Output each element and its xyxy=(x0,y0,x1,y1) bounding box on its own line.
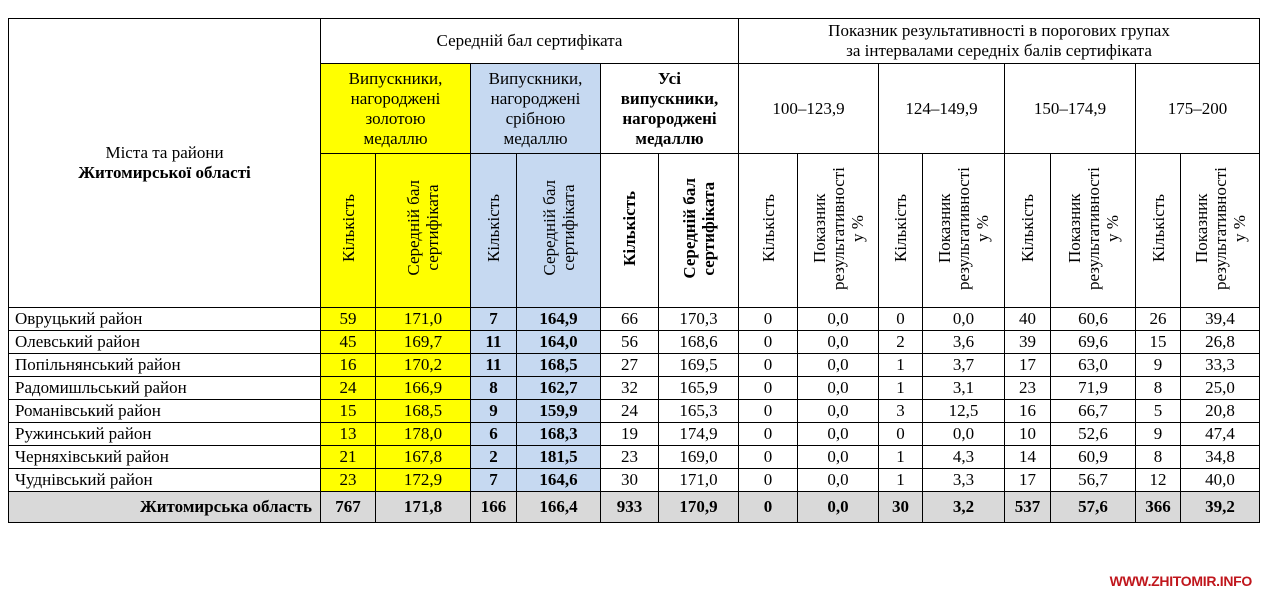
header-gold-avg xyxy=(376,154,471,308)
cell-r3-p: 60,9 xyxy=(1051,446,1136,469)
cell-all-n: 56 xyxy=(601,331,659,354)
cell-silver-n: 7 xyxy=(471,469,517,492)
cell-gold-avg: 166,9 xyxy=(376,377,471,400)
cell-r4-p: 39,4 xyxy=(1181,308,1260,331)
cell-r2-n: 2 xyxy=(879,331,923,354)
cell-r2-p: 3,7 xyxy=(923,354,1005,377)
cell-r4-n: 5 xyxy=(1136,400,1181,423)
cell-all-avg: 174,9 xyxy=(659,423,739,446)
table-row xyxy=(9,469,1260,492)
header-silver-medal: Випускники, нагороджені срібною медаллю xyxy=(471,64,601,154)
header-label-line: Кількість xyxy=(338,193,358,262)
corner-line2: Житомирської області xyxy=(78,163,251,182)
cell-r2-p: 3,3 xyxy=(923,469,1005,492)
cell-gold-n: 16 xyxy=(321,354,376,377)
cell-r1-p: 0,0 xyxy=(798,492,879,523)
cell-all-n: 24 xyxy=(601,400,659,423)
header-avg-certificate-score: Середній бал сертифіката xyxy=(321,19,739,64)
header-label-line: сертифіката xyxy=(558,184,578,272)
district-name: Овруцький район xyxy=(9,308,321,331)
cell-r1-p: 0,0 xyxy=(798,354,879,377)
cell-r2-n: 1 xyxy=(879,446,923,469)
cell-r2-n: 3 xyxy=(879,400,923,423)
cell-r2-p: 3,6 xyxy=(923,331,1005,354)
cell-r1-p: 0,0 xyxy=(798,400,879,423)
header-r3-count-label xyxy=(1018,194,1037,262)
table-row xyxy=(9,354,1260,377)
header-label-line: Кількість xyxy=(758,193,778,262)
cell-r2-p: 4,3 xyxy=(923,446,1005,469)
cell-all-avg: 171,0 xyxy=(659,469,739,492)
district-name: Романівський район xyxy=(9,400,321,423)
table-row xyxy=(9,446,1260,469)
cell-all-avg: 170,3 xyxy=(659,308,739,331)
cell-r4-p: 47,4 xyxy=(1181,423,1260,446)
cell-r3-n: 39 xyxy=(1005,331,1051,354)
cell-r3-n: 17 xyxy=(1005,354,1051,377)
header-all-avg xyxy=(659,154,739,308)
cell-all-n: 32 xyxy=(601,377,659,400)
cell-all-n: 66 xyxy=(601,308,659,331)
cell-all-n: 27 xyxy=(601,354,659,377)
all-line4: медаллю xyxy=(635,128,704,148)
cell-r1-p: 0,0 xyxy=(798,308,879,331)
header-all-medal xyxy=(601,64,739,154)
cell-gold-n: 13 xyxy=(321,423,376,446)
table-row xyxy=(9,331,1260,354)
header-label-line: Середній бал xyxy=(539,180,559,276)
cell-r2-p: 0,0 xyxy=(923,308,1005,331)
cell-r4-n: 366 xyxy=(1136,492,1181,523)
header-range-2: 124–149,9 xyxy=(879,64,1005,154)
header-r4-count-label xyxy=(1149,194,1168,262)
header-label-line: Показник xyxy=(809,193,829,263)
header-r1-perf-label xyxy=(810,167,867,290)
cell-silver-n: 7 xyxy=(471,308,517,331)
header-label-line: сертифіката xyxy=(698,181,718,275)
header-range-1: 100–123,9 xyxy=(739,64,879,154)
cell-r1-p: 0,0 xyxy=(798,331,879,354)
header-gold-count-label xyxy=(339,194,358,262)
cell-r1-n: 0 xyxy=(739,354,798,377)
cell-all-avg: 165,3 xyxy=(659,400,739,423)
cell-r4-n: 8 xyxy=(1136,377,1181,400)
cell-r4-p: 20,8 xyxy=(1181,400,1260,423)
header-label-line: Показник xyxy=(1191,193,1211,263)
cell-r1-n: 0 xyxy=(739,400,798,423)
cell-r2-n: 1 xyxy=(879,354,923,377)
header-cities-districts xyxy=(9,19,321,308)
cell-r4-p: 40,0 xyxy=(1181,469,1260,492)
cell-gold-avg: 167,8 xyxy=(376,446,471,469)
cell-r2-n: 1 xyxy=(879,377,923,400)
header-gold-medal: Випускники, нагороджені золотою медаллю xyxy=(321,64,471,154)
cell-r2-n: 30 xyxy=(879,492,923,523)
header-all-avg-label xyxy=(680,178,718,279)
district-name: Житомирська область xyxy=(9,492,321,523)
header-r2-perf xyxy=(923,154,1005,308)
header-label-line: Показник xyxy=(935,193,954,263)
header-label-line: Середній бал xyxy=(679,177,699,279)
cell-r1-n: 0 xyxy=(739,469,798,492)
header-label-line: результативності xyxy=(954,166,973,290)
cell-gold-avg: 171,8 xyxy=(376,492,471,523)
cell-r1-p: 0,0 xyxy=(798,423,879,446)
cell-silver-n: 11 xyxy=(471,331,517,354)
cell-r1-p: 0,0 xyxy=(798,446,879,469)
cell-r3-n: 14 xyxy=(1005,446,1051,469)
cell-silver-avg: 162,7 xyxy=(517,377,601,400)
table-row xyxy=(9,400,1260,423)
district-name: Черняхівський район xyxy=(9,446,321,469)
cell-gold-avg: 169,7 xyxy=(376,331,471,354)
cell-gold-avg: 168,5 xyxy=(376,400,471,423)
corner-line1: Міста та райони xyxy=(105,143,224,162)
cell-silver-avg: 164,6 xyxy=(517,469,601,492)
header-r4-count xyxy=(1136,154,1181,308)
cell-all-n: 933 xyxy=(601,492,659,523)
cell-gold-n: 23 xyxy=(321,469,376,492)
header-r2-count-label xyxy=(891,194,910,262)
cell-r2-n: 0 xyxy=(879,423,923,446)
watermark-logo: WWW.ZHITOMIR.INFO xyxy=(1109,573,1252,589)
table-row xyxy=(9,308,1260,331)
header-label-line: у % xyxy=(847,214,867,242)
cell-gold-n: 767 xyxy=(321,492,376,523)
header-label-line: результативності xyxy=(1083,166,1103,290)
cell-gold-n: 21 xyxy=(321,446,376,469)
threshold-line1: Показник результативності в порогових групах xyxy=(828,21,1170,40)
cell-r3-p: 71,9 xyxy=(1051,377,1136,400)
cell-r1-n: 0 xyxy=(739,331,798,354)
cell-r2-n: 0 xyxy=(879,308,923,331)
cell-r4-n: 9 xyxy=(1136,354,1181,377)
cell-r4-p: 26,8 xyxy=(1181,331,1260,354)
cell-r2-n: 1 xyxy=(879,469,923,492)
header-threshold-groups xyxy=(739,19,1260,64)
header-label-line: результативності xyxy=(828,166,848,290)
header-gold-count xyxy=(321,154,376,308)
header-r3-perf xyxy=(1051,154,1136,308)
cell-gold-n: 15 xyxy=(321,400,376,423)
cell-gold-avg: 178,0 xyxy=(376,423,471,446)
header-r1-perf xyxy=(798,154,879,308)
all-line1: Усі xyxy=(658,68,681,88)
header-label-line: Кількість xyxy=(1018,193,1037,262)
total-row xyxy=(9,492,1260,523)
cell-r4-p: 25,0 xyxy=(1181,377,1260,400)
header-r1-count xyxy=(739,154,798,308)
cell-gold-avg: 170,2 xyxy=(376,354,471,377)
cell-all-n: 19 xyxy=(601,423,659,446)
table-row xyxy=(9,423,1260,446)
cell-r3-p: 63,0 xyxy=(1051,354,1136,377)
cell-silver-n: 6 xyxy=(471,423,517,446)
header-label-line: у % xyxy=(1229,214,1249,242)
table-row xyxy=(9,377,1260,400)
cell-silver-n: 8 xyxy=(471,377,517,400)
cell-silver-avg: 168,3 xyxy=(517,423,601,446)
cell-silver-avg: 166,4 xyxy=(517,492,601,523)
header-silver-count-label xyxy=(484,194,503,262)
header-r1-count-label xyxy=(759,194,778,262)
cell-r1-p: 0,0 xyxy=(798,469,879,492)
cell-silver-avg: 181,5 xyxy=(517,446,601,469)
cell-gold-n: 59 xyxy=(321,308,376,331)
cell-r3-p: 69,6 xyxy=(1051,331,1136,354)
cell-gold-n: 24 xyxy=(321,377,376,400)
cell-silver-avg: 168,5 xyxy=(517,354,601,377)
header-all-count xyxy=(601,154,659,308)
header-r3-perf-label xyxy=(1065,167,1122,290)
header-r4-perf-label xyxy=(1192,167,1249,290)
cell-r4-p: 34,8 xyxy=(1181,446,1260,469)
header-r2-perf-label xyxy=(935,167,992,290)
cell-r3-p: 52,6 xyxy=(1051,423,1136,446)
cell-r4-p: 39,2 xyxy=(1181,492,1260,523)
cell-all-avg: 169,0 xyxy=(659,446,739,469)
header-label-line: сертифіката xyxy=(423,184,442,272)
threshold-line2: за інтервалами середніх балів сертифіката xyxy=(846,41,1152,60)
header-label-line: Кількість xyxy=(891,193,910,262)
cell-r3-n: 537 xyxy=(1005,492,1051,523)
cell-gold-avg: 172,9 xyxy=(376,469,471,492)
cell-r2-p: 3,1 xyxy=(923,377,1005,400)
cell-r1-n: 0 xyxy=(739,492,798,523)
header-r4-perf xyxy=(1181,154,1260,308)
cell-r2-p: 3,2 xyxy=(923,492,1005,523)
cell-r1-p: 0,0 xyxy=(798,377,879,400)
header-range-3: 150–174,9 xyxy=(1005,64,1136,154)
cell-silver-n: 2 xyxy=(471,446,517,469)
cell-silver-avg: 164,9 xyxy=(517,308,601,331)
cell-r2-p: 0,0 xyxy=(923,423,1005,446)
cell-r4-n: 9 xyxy=(1136,423,1181,446)
cell-r1-n: 0 xyxy=(739,377,798,400)
cell-r4-n: 12 xyxy=(1136,469,1181,492)
cell-r3-p: 56,7 xyxy=(1051,469,1136,492)
cell-r3-p: 57,6 xyxy=(1051,492,1136,523)
header-label-line: Показник xyxy=(1064,193,1084,263)
cell-r3-n: 16 xyxy=(1005,400,1051,423)
cell-r3-n: 23 xyxy=(1005,377,1051,400)
cell-r4-p: 33,3 xyxy=(1181,354,1260,377)
cell-all-avg: 168,6 xyxy=(659,331,739,354)
cell-r3-p: 60,6 xyxy=(1051,308,1136,331)
header-r3-count xyxy=(1005,154,1051,308)
cell-r3-p: 66,7 xyxy=(1051,400,1136,423)
cell-r1-n: 0 xyxy=(739,446,798,469)
header-r2-count xyxy=(879,154,923,308)
cell-r4-n: 15 xyxy=(1136,331,1181,354)
cell-silver-n: 11 xyxy=(471,354,517,377)
district-name: Олевський район xyxy=(9,331,321,354)
all-line3: нагороджені xyxy=(622,108,717,128)
cell-all-n: 23 xyxy=(601,446,659,469)
header-all-count-label xyxy=(620,191,639,266)
cell-r3-n: 17 xyxy=(1005,469,1051,492)
header-label-line: Кількість xyxy=(484,193,503,262)
cell-all-n: 30 xyxy=(601,469,659,492)
cell-r1-n: 0 xyxy=(739,308,798,331)
cell-r3-n: 40 xyxy=(1005,308,1051,331)
cell-silver-avg: 159,9 xyxy=(517,400,601,423)
results-table xyxy=(8,18,1260,523)
header-range-4: 175–200 xyxy=(1136,64,1260,154)
header-label-line: Кількість xyxy=(620,190,639,266)
header-silver-count xyxy=(471,154,517,308)
district-name: Чуднівський район xyxy=(9,469,321,492)
cell-r3-n: 10 xyxy=(1005,423,1051,446)
header-gold-avg-label xyxy=(404,180,442,276)
district-name: Ружинський район xyxy=(9,423,321,446)
cell-r2-p: 12,5 xyxy=(923,400,1005,423)
district-name: Радомишльський район xyxy=(9,377,321,400)
all-line2: випускники, xyxy=(620,88,719,108)
header-label-line: Кількість xyxy=(1148,193,1168,262)
cell-silver-n: 9 xyxy=(471,400,517,423)
cell-all-avg: 169,5 xyxy=(659,354,739,377)
cell-gold-avg: 171,0 xyxy=(376,308,471,331)
header-label-line: Середній бал xyxy=(404,180,423,276)
cell-r1-n: 0 xyxy=(739,423,798,446)
header-label-line: результативності xyxy=(1210,166,1230,290)
header-label-line: у % xyxy=(973,214,992,242)
cell-all-avg: 170,9 xyxy=(659,492,739,523)
cell-r4-n: 8 xyxy=(1136,446,1181,469)
header-silver-avg-label xyxy=(540,180,578,276)
header-silver-avg xyxy=(517,154,601,308)
cell-silver-avg: 164,0 xyxy=(517,331,601,354)
district-name: Попільнянський район xyxy=(9,354,321,377)
cell-all-avg: 165,9 xyxy=(659,377,739,400)
cell-gold-n: 45 xyxy=(321,331,376,354)
cell-silver-n: 166 xyxy=(471,492,517,523)
header-label-line: у % xyxy=(1102,214,1122,242)
cell-r4-n: 26 xyxy=(1136,308,1181,331)
